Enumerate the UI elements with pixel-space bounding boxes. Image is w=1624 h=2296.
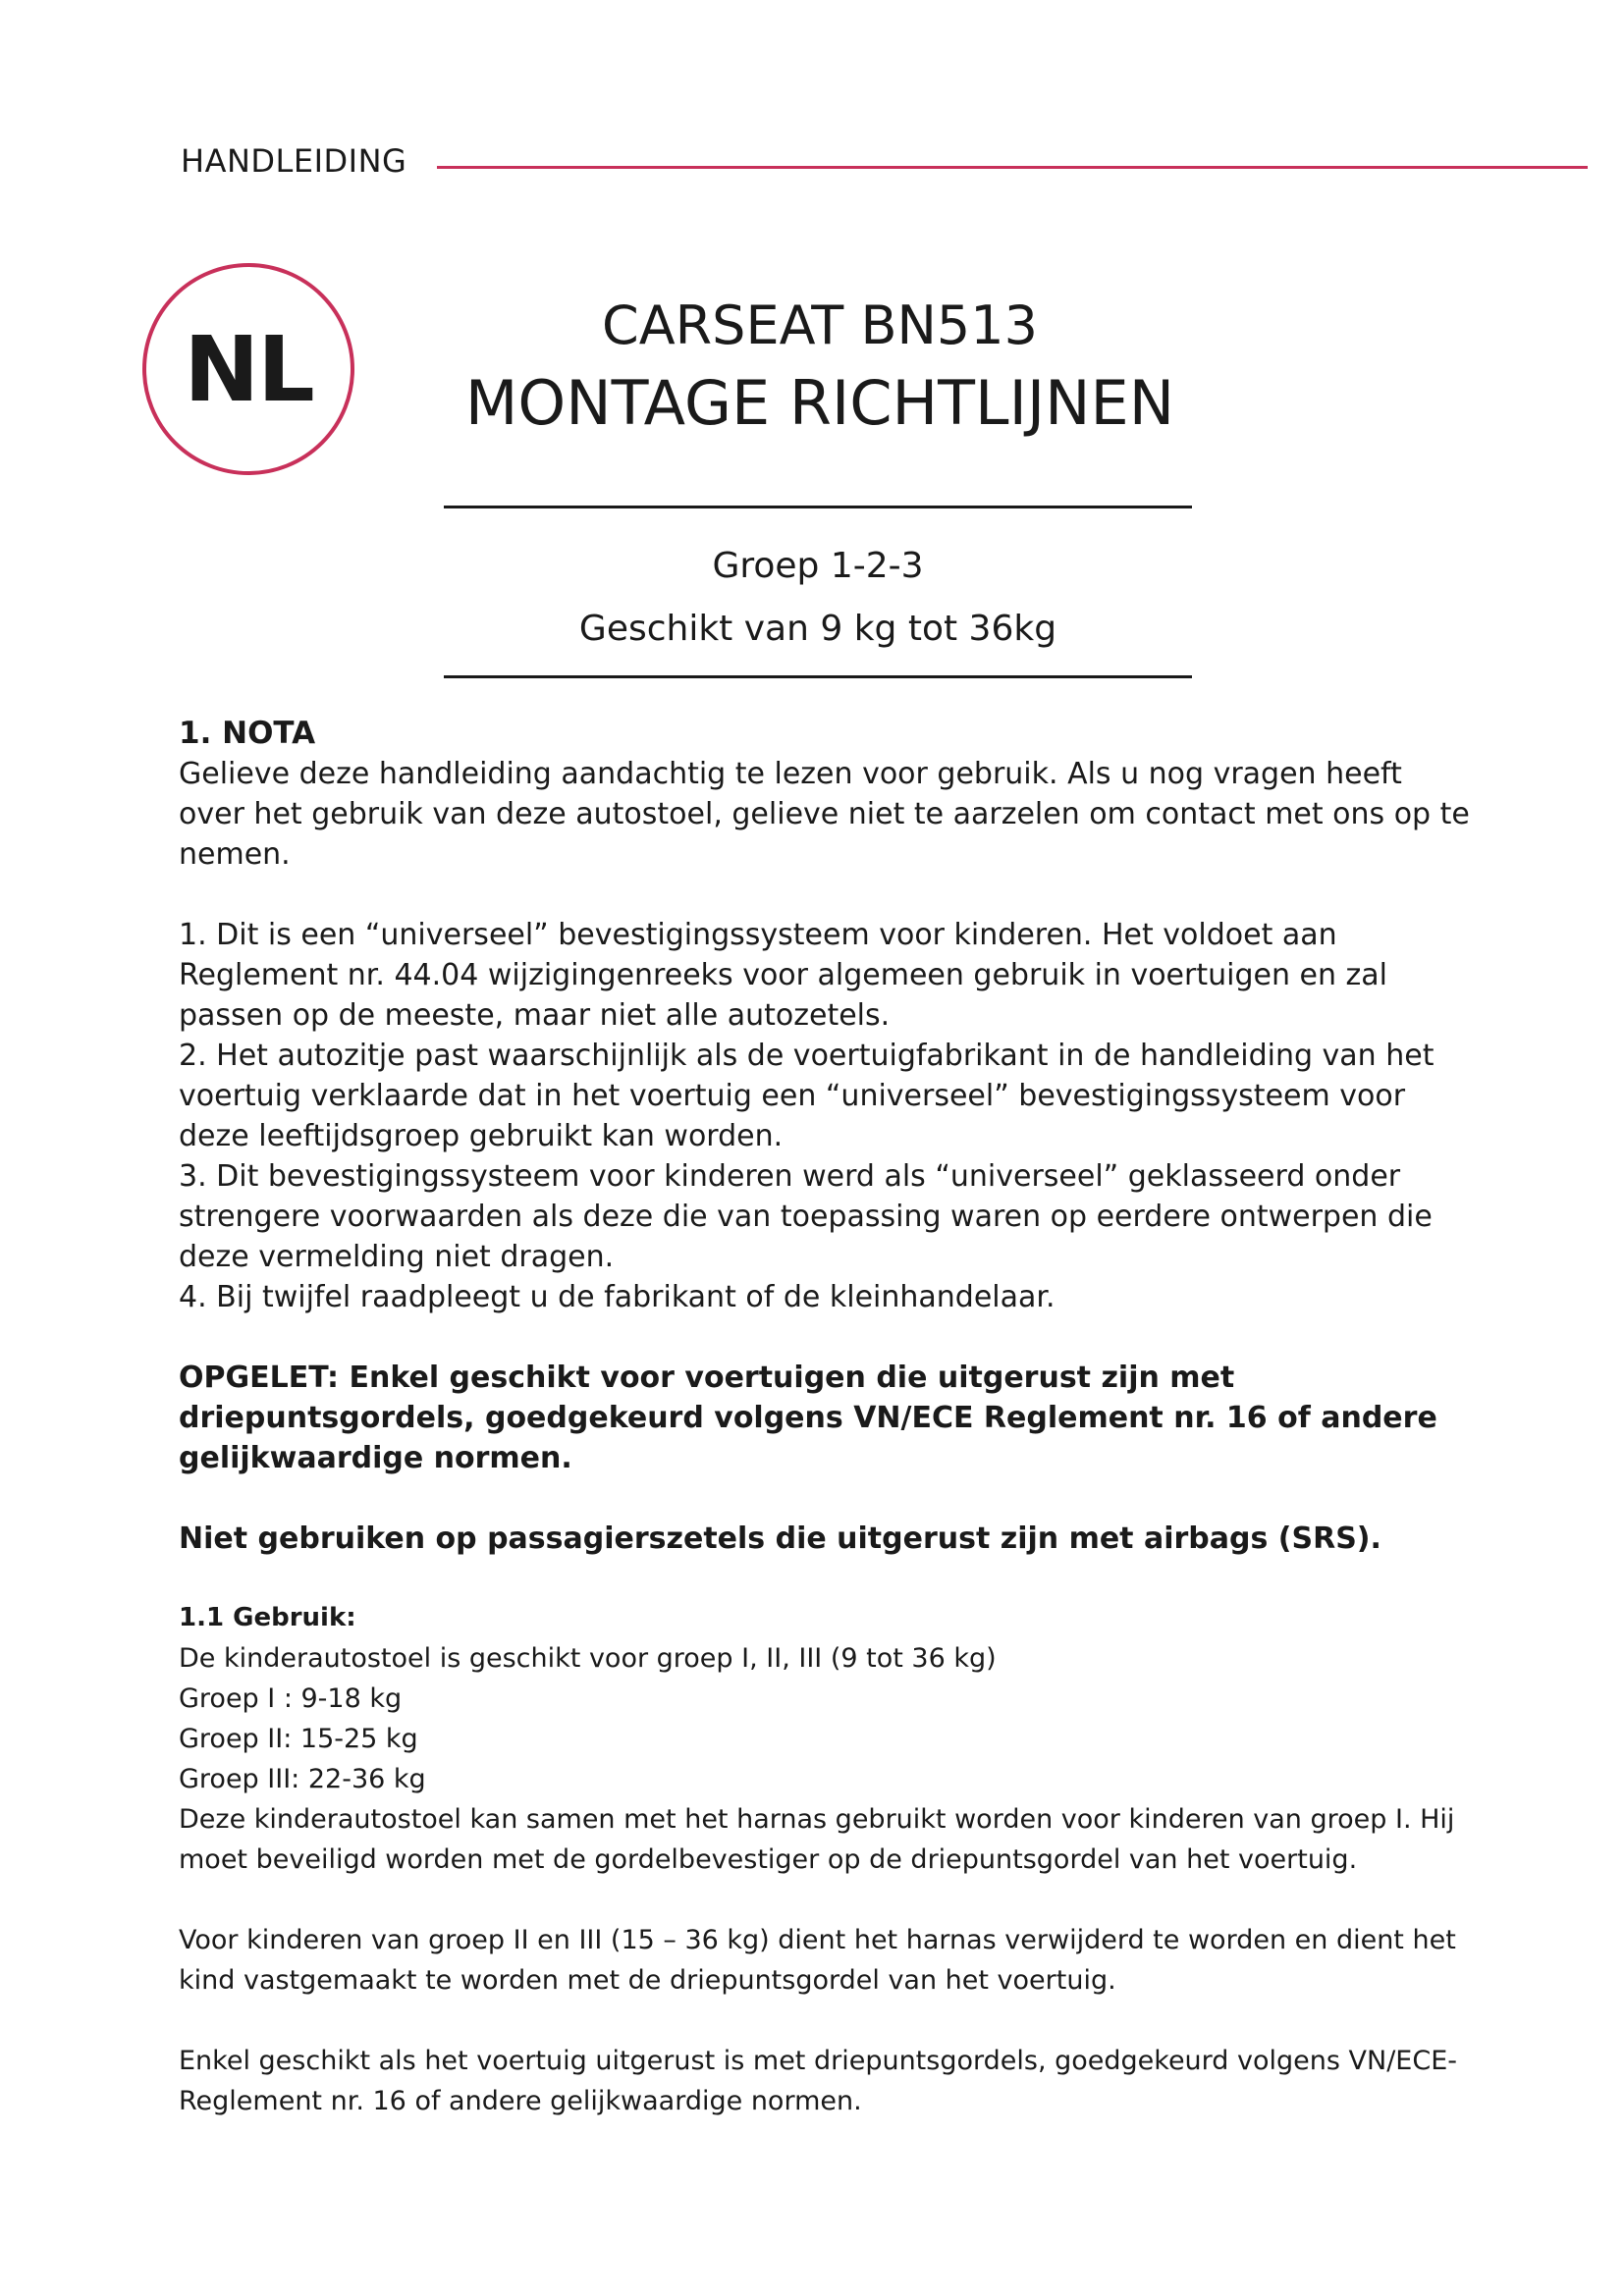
nota-item: 2. Het autozitje past waarschijnlijk als de voertuigfabrikant in de handleiding van het voertuig verklaarde dat in het voertuig een “universeel” bevestigingssysteem voor deze leeftijdsgroep gebruikt kan worden. [179, 1039, 1435, 1153]
usage-paragraph-harness: Voor kinderen van groep II en III (15 – 36 kg) dient het harnas verwijderd te worden en dient het kind vastgemaakt te worden met de driepuntsgordel van het voertuig. [179, 1925, 1456, 1996]
document-body [179, 714, 1475, 2121]
usage-line: Groep I : 9-18 kg [179, 1683, 403, 1714]
warning-airbags: Niet gebruiken op passagierszetels die uitgerust zijn met airbags (SRS). [179, 1522, 1381, 1556]
title-divider-top [444, 506, 1192, 508]
usage-line: Groep III: 22-36 kg [179, 1764, 426, 1794]
warning-belts: OPGELET: Enkel geschikt voor voertuigen die uitgerust zijn met driepuntsgordels, goedgekeurd volgens VN/ECE Reglement nr. 16 of andere gelijkwaardige normen. [179, 1361, 1437, 1475]
language-badge [142, 263, 354, 475]
page-title: MONTAGE RICHTLIJNEN [464, 367, 1175, 439]
header-divider [437, 166, 1588, 169]
section-title-nota: 1. NOTA [179, 716, 316, 751]
nota-intro: Gelieve deze handleiding aandachtig te lezen voor gebruik. Als u nog vragen heeft over het gebruik van deze autostoel, gelieve niet te aarzelen om contact met ons op te nemen. [179, 757, 1470, 872]
weight-range-label: Geschikt van 9 kg tot 36kg [578, 609, 1057, 649]
nota-item: 3. Dit bevestigingssysteem voor kinderen werd als “universeel” geklasseerd onder strengere voorwaarden als deze die van toepassing waren op eerdere ontwerpen die deze vermelding niet dragen. [179, 1159, 1433, 1274]
group-label: Groep 1-2-3 [712, 546, 924, 586]
usage-line: Groep II: 15-25 kg [179, 1724, 418, 1754]
usage-line: De kinderautostoel is geschikt voor groep I, II, III (9 tot 36 kg) [179, 1643, 997, 1674]
usage-line: Deze kinderautostoel kan samen met het harnas gebruikt worden voor kinderen van groep I. Hij moet beveiligd worden met de gordelbevestiger op de driepuntsgordel van het voertuig. [179, 1804, 1455, 1875]
language-code: NL [184, 316, 313, 422]
header-label: HANDLEIDING [181, 142, 407, 180]
section-title-gebruik: 1.1 Gebruik: [179, 1603, 356, 1632]
nota-item: 4. Bij twijfel raadpleegt u de fabrikant of de kleinhandelaar. [179, 1280, 1056, 1314]
nota-item: 1. Dit is een “universeel” bevestigingssysteem voor kinderen. Het voldoet aan Reglement nr. 44.04 wijzigingenreeks voor algemeen gebruik in voertuigen en zal passen op de meeste, maar niet alle autozetels. [179, 918, 1387, 1033]
usage-paragraph-belts: Enkel geschikt als het voertuig uitgerust is met driepuntsgordels, goedgekeurd volgens VN/ECE-Reglement nr. 16 of andere gelijkwaardige normen. [179, 2046, 1457, 2116]
title-divider-bottom [444, 675, 1192, 678]
product-title: CARSEAT BN513 [602, 294, 1038, 356]
